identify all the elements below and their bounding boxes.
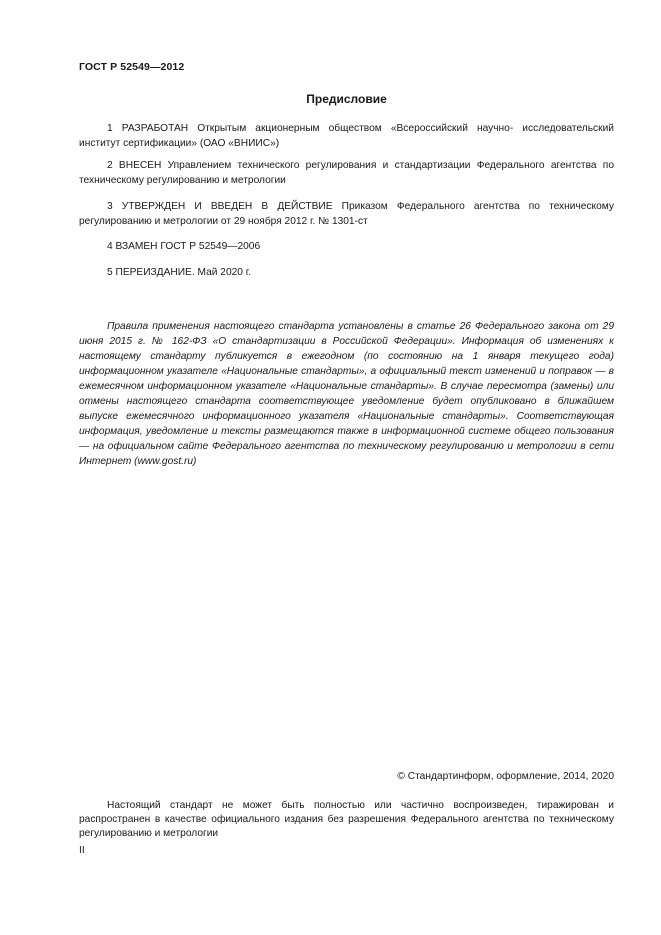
- preface-item-replaces: 4 ВЗАМЕН ГОСТ Р 52549—2006: [107, 241, 261, 252]
- preface-item-approved: 3 УТВЕРЖДЕН И ВВЕДЕН В ДЕЙСТВИЕ Приказом Федерального агентства по техническому регулированию и метрологии от 29 ноября 2012 г. № 1301-ст: [79, 201, 614, 227]
- copyright-line: © Стандартинформ, оформление, 2014, 2020: [397, 771, 614, 782]
- application-rules-notice: Правила применения настоящего стандарта установлены в статье 26 Федерального закона от 29 июня 2015 г. № 162-ФЗ «О стандартизации в Российской Федерации». Информация об изменениях к настоящему стандарту публикуется в ежегодном (по состоянию на 1 января текущего года) информационном указателе «Национальные стандарты», а официальный текст изменений и поправок — в ежемесячном информационном указателе «Национальные стандарты». В случае пересмотра (замены) или отмены настоящего стандарта соответствующее уведомление будет опубликовано в ближайшем выпуске ежемесячного информационного указателя «Национальные стандарты». Соответствующая информация, уведомление и тексты размещаются также в информационной системе общего пользования — на официальном сайте Федерального агентства по техническому регулированию и метрологии в сети Интернет (www.gost.ru): [79, 321, 614, 467]
- document-code: ГОСТ Р 52549—2012: [79, 61, 185, 73]
- preface-item-reissue: 5 ПЕРЕИЗДАНИЕ. Май 2020 г.: [107, 267, 252, 278]
- page-number: II: [79, 845, 85, 856]
- preface-item-introduced: 2 ВНЕСЕН Управлением технического регулирования и стандартизации Федерального агентства по техническому регулированию и метрологии: [79, 160, 614, 186]
- reproduction-restriction: Настоящий стандарт не может быть полностью или частично воспроизведен, тиражирован и распространен в качестве официального издания без разрешения Федерального агентства по техническому регулированию и метрологии: [79, 800, 614, 839]
- preface-item-developed: 1 РАЗРАБОТАН Открытым акционерным обществом «Всероссийский научно- исследовательский институт сертификации» (ОАО «ВНИИС»): [79, 123, 614, 149]
- preface-title: Предисловие: [306, 92, 387, 106]
